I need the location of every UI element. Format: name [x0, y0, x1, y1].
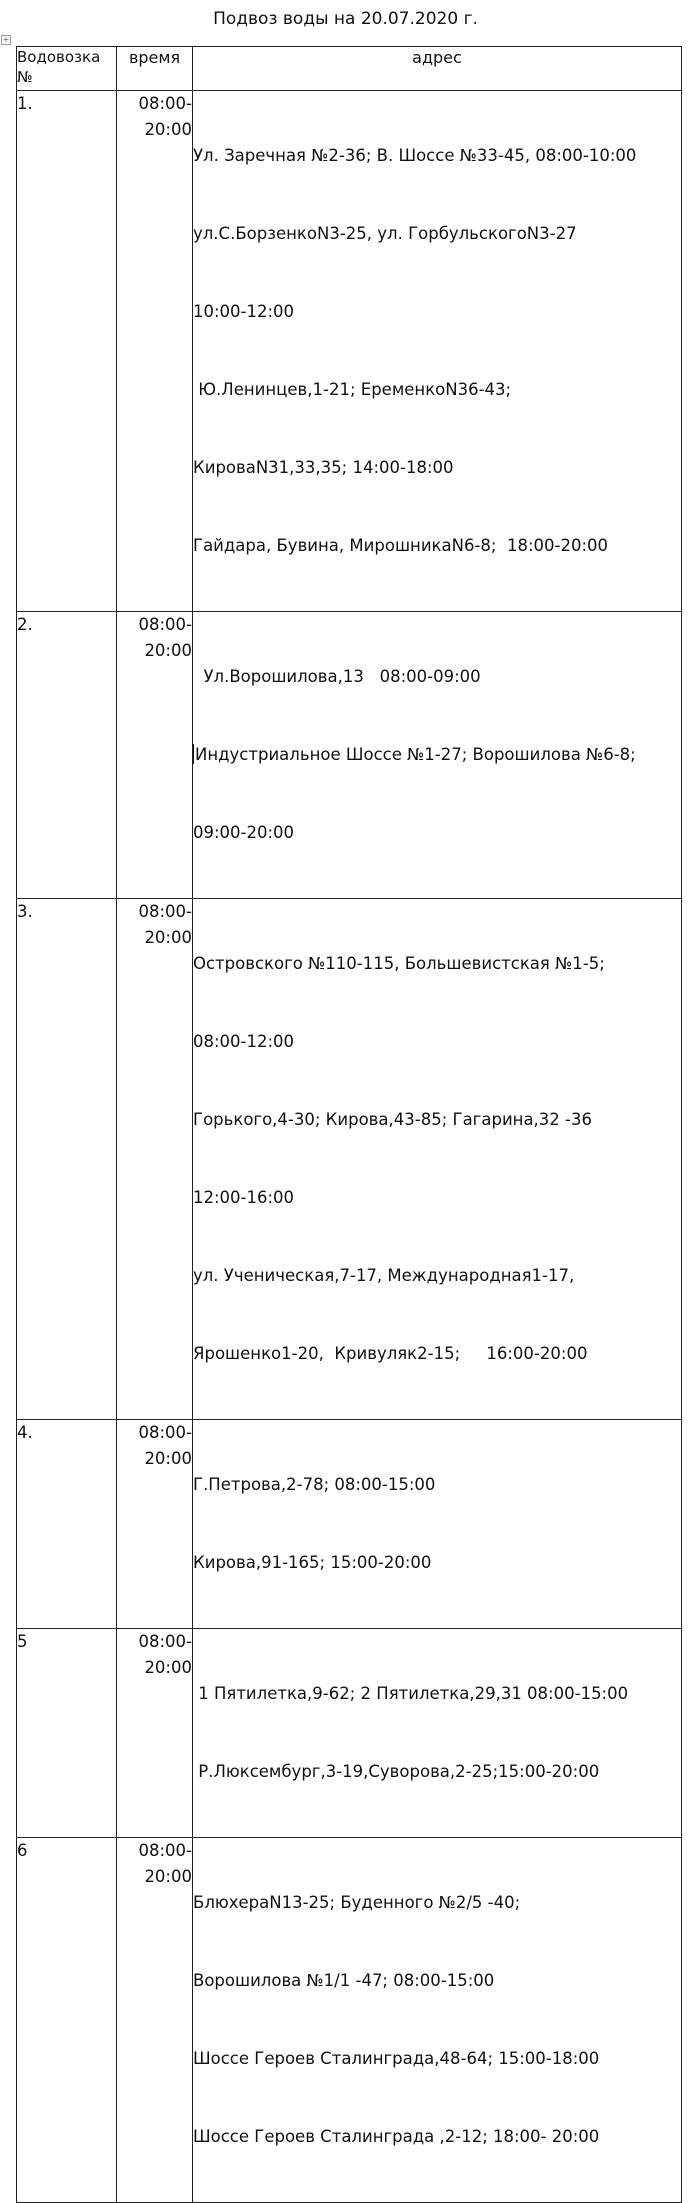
- row-address: [193, 91, 682, 612]
- row-time: [117, 1629, 193, 1838]
- row-time: [117, 1420, 193, 1629]
- address-line: Ул.Ворошилова,13 08:00-09:00: [193, 667, 481, 686]
- header-number-sign: №: [17, 68, 33, 86]
- time-end: 20:00: [144, 1867, 192, 1886]
- time-end: 20:00: [144, 120, 192, 139]
- address-line: 1 Пятилетка,9-62; 2 Пятилетка,29,31 08:00-15:00: [193, 1684, 629, 1703]
- row-address: [193, 1420, 682, 1629]
- address-line: Ю.Ленинцев,1-21; ЕременкоN36-43;: [193, 380, 512, 399]
- table-row: [17, 899, 682, 1420]
- row-address: [193, 1838, 682, 2203]
- time-start: 08:00-: [138, 902, 192, 921]
- address-line: 12:00-16:00: [193, 1188, 295, 1207]
- row-number: 4.: [17, 1420, 117, 1629]
- address-line-text: Индустриальное Шоссе №1-27; Ворошилова №6-8;: [195, 745, 636, 764]
- address-line-with-cursor: [193, 742, 681, 768]
- time-end: 20:00: [144, 928, 192, 947]
- address-line: Горького,4-30; Кирова,43-85; Гагарина,32 -36: [193, 1110, 592, 1129]
- header-address: адрес: [193, 47, 682, 91]
- address-line: Ярошенко1-20, Кривуляк2-15; 16:00-20:00: [193, 1344, 588, 1363]
- time-start: 08:00-: [138, 1841, 192, 1860]
- row-number: 2.: [17, 612, 117, 899]
- address-line: БлюхераN13-25; Буденного №2/5 -40;: [193, 1893, 521, 1912]
- time-end: 20:00: [144, 1449, 192, 1468]
- address-line: КироваN31,33,35; 14:00-18:00: [193, 458, 454, 477]
- table-row: [17, 612, 682, 899]
- row-address[interactable]: [193, 612, 682, 899]
- table-move-handle-icon[interactable]: +: [2, 35, 10, 44]
- row-time: [117, 1838, 193, 2203]
- address-line: 08:00-12:00: [193, 1032, 295, 1051]
- document-title: Подвоз воды на 20.07.2020 г.: [213, 9, 478, 29]
- row-time: [117, 91, 193, 612]
- row-time: [117, 612, 193, 899]
- row-address: [193, 899, 682, 1420]
- text-cursor-icon: [193, 744, 194, 764]
- row-number: 3.: [17, 899, 117, 1420]
- address-line: Ул. Заречная №2-36; В. Шоссе №33-45, 08:00-10:00: [193, 146, 637, 165]
- header-time: время: [117, 47, 193, 91]
- table-row: [17, 91, 682, 612]
- row-number: 6: [17, 1838, 117, 2203]
- row-address: [193, 1629, 682, 1838]
- address-line: Г.Петрова,2-78; 08:00-15:00: [193, 1475, 436, 1494]
- time-start: 08:00-: [138, 615, 192, 634]
- header-water-carrier-label: Водовозка: [17, 48, 101, 66]
- address-line: Кирова,91-165; 15:00-20:00: [193, 1553, 432, 1572]
- time-end: 20:00: [144, 641, 192, 660]
- address-line: Шоссе Героев Сталинграда ,2-12; 18:00- 20:00: [193, 2127, 600, 2146]
- water-delivery-table: [16, 46, 682, 2203]
- header-water-carrier: [17, 47, 117, 91]
- address-line: 10:00-12:00: [193, 302, 295, 321]
- row-number: 1.: [17, 91, 117, 612]
- time-start: 08:00-: [138, 1632, 192, 1651]
- address-line: Ворошилова №1/1 -47; 08:00-15:00: [193, 1971, 495, 1990]
- table-row: [17, 1629, 682, 1838]
- address-line: 09:00-20:00: [193, 823, 295, 842]
- address-line: ул. Ученическая,7-17, Международная1-17,: [193, 1266, 575, 1285]
- address-line: Островского №110-115, Большевистская №1-5;: [193, 954, 605, 973]
- time-start: 08:00-: [138, 94, 192, 113]
- table-header-row: [17, 47, 682, 91]
- table-row: [17, 1838, 682, 2203]
- row-time: [117, 899, 193, 1420]
- row-number: 5: [17, 1629, 117, 1838]
- time-end: 20:00: [144, 1658, 192, 1677]
- time-start: 08:00-: [138, 1423, 192, 1442]
- address-line: Шоссе Героев Сталинграда,48-64; 15:00-18:00: [193, 2049, 600, 2068]
- address-line: Р.Люксембург,3-19,Суворова,2-25;15:00-20:00: [193, 1762, 600, 1781]
- table-row: [17, 1420, 682, 1629]
- address-line: ул.С.БорзенкоN3-25, ул. ГорбульскогоN3-27: [193, 224, 577, 243]
- address-line: Гайдара, Бувина, МирошникаN6-8; 18:00-20:00: [193, 536, 609, 555]
